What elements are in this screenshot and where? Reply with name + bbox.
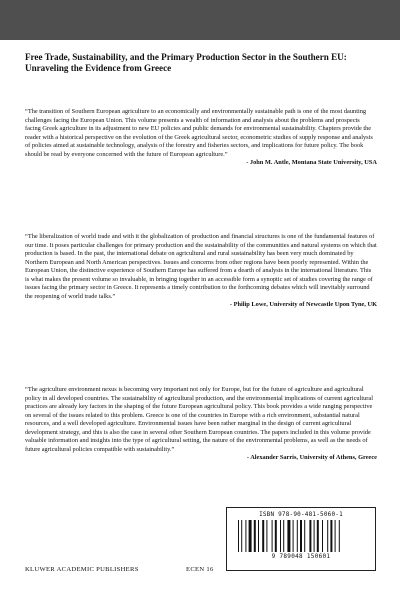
barcode-bar bbox=[262, 520, 264, 552]
barcode-bars bbox=[238, 520, 364, 552]
endorsement-quote-1 bbox=[25, 108, 377, 168]
quote-text: “The agriculture environment nexus is becoming very important not only for Europe, but for the future of agriculture and agricultural policy in all developed countries. The sustainability of agricultural production, and the environmental implications of current agricultural practices are already key factors in the shaping of the future European agricultural policy. This book provides a wide ranging perspective on several of the issues related to this problem. Greece is one of the countries in Europe with a rich environment, substantial natural resources, and a well developed agriculture. Environmental issues have been rather marginal in the design of current agricultural development strategy, and this is also the case in several other Southern European countries. The papers included in this volume provide valuable information and insights into the type of agricultural setting, the nature of the environmental problems, as well as the needs of future agricultural policies compatible with sustainability.” bbox=[25, 386, 373, 453]
publisher-name: KLUWER ACADEMIC PUBLISHERS bbox=[25, 566, 139, 573]
barcode-bar bbox=[314, 520, 315, 552]
top-band bbox=[0, 0, 400, 40]
isbn-label: ISBN 978-90-481-5060-1 bbox=[259, 511, 343, 518]
barcode-bar bbox=[258, 520, 259, 552]
barcode-bar bbox=[327, 520, 328, 552]
barcode-bar bbox=[272, 520, 273, 552]
endorsement-quote-2 bbox=[25, 233, 377, 310]
barcode-bar bbox=[266, 520, 267, 552]
endorsement-quote-3 bbox=[25, 386, 377, 463]
barcode-bar bbox=[245, 520, 246, 552]
barcode-bar bbox=[297, 520, 298, 552]
barcode-bar bbox=[275, 520, 277, 552]
barcode-bar bbox=[317, 520, 319, 552]
barcode-bar bbox=[254, 520, 256, 552]
quote-attribution: - John M. Antle, Montana State University, USA bbox=[246, 159, 377, 167]
barcode-bar bbox=[300, 520, 302, 552]
barcode-number: 9 789048 150601 bbox=[271, 553, 331, 560]
quote-text: “The liberalization of world trade and with it the globalization of production and financial structures is one of the fundamental features of our time. It poses particular challenges for primary production and the sustainability of the communities and natural systems on which that production is based. In the past, the international debate on agricultural and rural sustainability has been very much dominated by Northern European and North American perspectives. Issues and concerns from other regions have been poorly represented. Within the European Union, the distinctive experience of Southern Europe has suffered from a dearth of analysis in the international literature. This is what makes the present volume so invaluable, in bringing together in an accessible form a synoptic set of studies covering the range of issues facing the primary sector in Greece. It represents a timely contribution to the forthcoming debates which will inevitably surround the reopening of world trade talks.” bbox=[25, 233, 377, 300]
series-code: ECEN 16 bbox=[186, 566, 214, 573]
barcode-bar bbox=[241, 520, 242, 552]
barcode-bar bbox=[249, 520, 252, 552]
barcode-bar bbox=[339, 520, 340, 552]
barcode-bar bbox=[293, 520, 294, 552]
barcode-bar bbox=[283, 520, 284, 552]
barcode-bar bbox=[280, 520, 281, 552]
quote-text: “The transition of Southern European agriculture to an economically and environmentally sustainable path is one of the most daunting challenges facing the European Union. This volume presents a wealth of information and analysis about the problems and prospects facing Greek agriculture in its adjustment to new EU policies and public demands for environmental sustainability. Chapters provide the reader with a historical perspective on the evolution of the Greek agricultural sector, econometric studies of supply response and analysis of policies aimed at sustainable technology, analysis of the forestry and fisheries sectors, and implications for future policy. The book should be read by everyone concerned with the future of European agriculture.” bbox=[25, 108, 373, 158]
barcode-bar bbox=[304, 520, 305, 552]
barcode-bar bbox=[335, 520, 336, 552]
quote-attribution: - Philip Lowe, University of Newcastle Upon Tyne, UK bbox=[229, 301, 377, 309]
barcode-bar bbox=[238, 520, 239, 552]
quote-attribution: - Alexander Sarris, University of Athens, Greece bbox=[246, 454, 377, 462]
book-title: Free Trade, Sustainability, and the Primary Production Sector in the Southern EU: Unraveling the Evidence from Greece bbox=[25, 52, 347, 74]
barcode-bar bbox=[287, 520, 290, 552]
isbn-barcode bbox=[226, 507, 376, 571]
barcode-bar bbox=[330, 520, 332, 552]
barcode-bar bbox=[309, 520, 311, 552]
barcode-bar bbox=[322, 520, 323, 552]
